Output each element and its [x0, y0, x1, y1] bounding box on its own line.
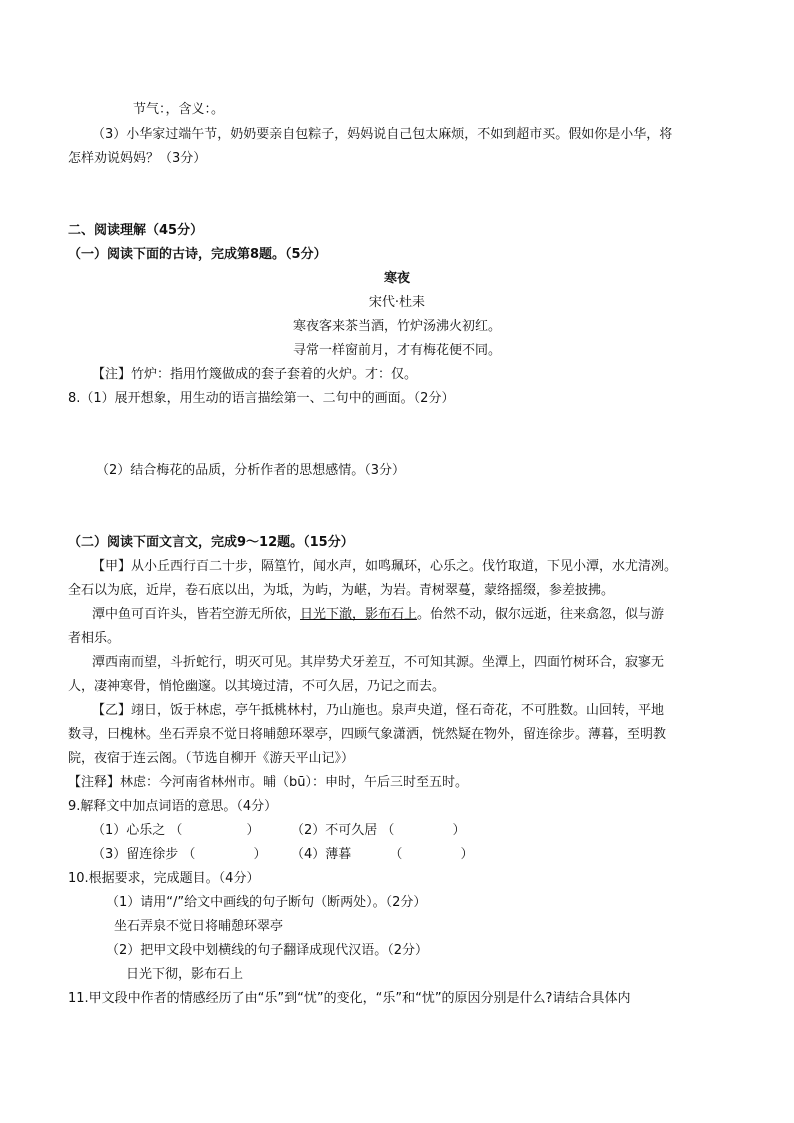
passage-annotation: 【注释】林虑：今河南省林州市。晡（bū）：申时，午后三时至五时。	[68, 775, 468, 790]
q9-item-2	[291, 822, 465, 840]
q9-item-4-label: （4）薄暮	[291, 847, 352, 862]
q10-part1: （1）请用“/”给文中画线的句子断句（断两处）。（2分）	[106, 895, 427, 910]
q10-stem: 10.根据要求，完成题目。（4分）	[68, 871, 260, 886]
part1-heading: （一）阅读下面的古诗，完成第8题。（5分）	[68, 247, 327, 262]
poem-line-2: 寻常一样窗前月，才有梅花便不同。	[292, 343, 501, 358]
poem-note: 【注】竹炉：指用竹篾做成的套子套着的火炉。才：仅。	[92, 367, 418, 382]
underlined-sentence: 日光下澈，影布石上	[300, 607, 418, 622]
q9-item-3-close: ）	[253, 847, 267, 862]
q10-part1-sentence: 坐石弄泉不觉日将晡憩环翠亭	[114, 919, 284, 934]
q9-item-4-close: ）	[460, 847, 474, 862]
solar-term-answer-line: 节气：，含义：。	[133, 102, 225, 117]
q9-item-1-label: （1）心乐之	[92, 823, 166, 838]
poem-line-1: 寒夜客来茶当酒，竹炉汤沸火初红。	[292, 319, 501, 334]
q9-item-3-label: （3）留连徐步	[92, 847, 179, 862]
part2-heading: （二）阅读下面文言文，完成9～12题。（15分）	[68, 535, 354, 550]
q10-part2-sentence: 日光下彻，影布石上	[126, 967, 244, 982]
q9-stem: 9.解释文中加点词语的意思。（4分）	[68, 799, 278, 814]
passage-p2-text-a: 潭中鱼可百许头，皆若空游无所依，	[92, 607, 301, 622]
q9-item-2-label: （2）不可久居	[291, 823, 378, 838]
q8-part1: 8.（1）展开想象，用生动的语言描绘第一、二句中的画面。（2分）	[68, 391, 455, 406]
q9-item-3	[92, 846, 266, 864]
passage-p4-line3: 院，夜宿于连云阁。（节选自柳开《游天平山记》）	[68, 751, 355, 766]
q7-part3-cont: 怎样劝说妈妈？（3分）	[68, 151, 207, 166]
passage-p1-line2: 全石以为底，近岸，卷石底以出，为坻，为屿，为嵁，为岩。青树翠蔓，蒙络摇缀，参差披拂。	[68, 583, 615, 598]
q9-item-3-open: （	[182, 847, 196, 862]
q9-item-2-open: （	[381, 823, 395, 838]
q9-item-2-close: ）	[452, 823, 466, 838]
passage-p2-line1	[92, 606, 664, 624]
passage-p3-line1: 潭西南而望，斗折蛇行，明灭可见。其岸势犬牙差互，不可知其源。坐潭上，四面竹树环合，寂寥无	[92, 655, 665, 670]
q9-item-1	[92, 822, 259, 840]
q9-item-1-close: ）	[246, 823, 260, 838]
q10-part2: （2）把甲文段中划横线的句子翻译成现代汉语。（2分）	[106, 943, 429, 958]
q8-part2: （2）结合梅花的品质，分析作者的思想感情。（3分）	[96, 463, 406, 478]
poem-author: 宋代·杜耒	[368, 295, 426, 310]
q9-item-4	[291, 846, 473, 864]
q9-item-1-open: （	[169, 823, 183, 838]
passage-p2-text-b: 。佁然不动，俶尔远逝，往来翕忽，似与游	[417, 607, 665, 622]
passage-p1-line1: 【甲】从小丘西行百二十步，隔篁竹，闻水声，如鸣珮环，心乐之。伐竹取道，下见小潭，水尤清冽。	[92, 559, 678, 574]
poem-title: 寒夜	[383, 271, 410, 286]
passage-p3-line2: 人，凄神寒骨，悄怆幽邃。以其境过清，不可久居，乃记之而去。	[68, 679, 446, 694]
q9-item-4-open: （	[389, 847, 403, 862]
passage-p4-line2: 数寻，曰槐林。坐石弄泉不觉日将晡憩环翠亭，四顾气象潇洒，恍然疑在物外，留连徐步。薄暮，至明教	[68, 727, 667, 742]
section2-heading: 二、阅读理解（45分）	[68, 223, 204, 238]
passage-p4-line1: 【乙】翊日，饭于林虑，亭午抵桃林村，乃山施也。泉声央道，怪石奇花，不可胜数。山回转，平地	[92, 703, 665, 718]
q7-part3: （3）小华家过端午节，奶奶要亲自包粽子，妈妈说自己包太麻烦，不如到超市买。假如你是小华，将	[92, 127, 673, 142]
q11-stem: 11.甲文段中作者的情感经历了由“乐”到“忧”的变化，“乐”和“忧”的原因分别是什么?请结合具体内	[68, 991, 631, 1006]
passage-p2-line2: 者相乐。	[68, 631, 121, 646]
